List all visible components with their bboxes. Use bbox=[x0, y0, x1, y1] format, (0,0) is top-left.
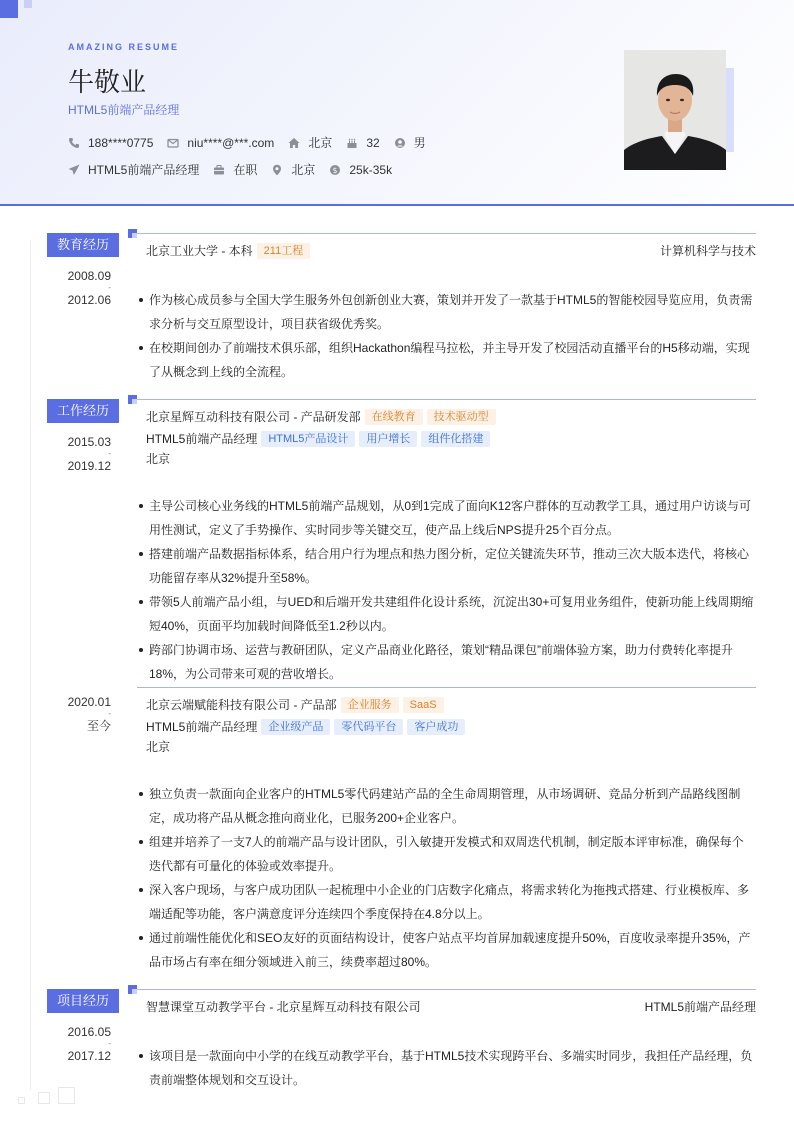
intent-city-text: 北京 bbox=[291, 163, 316, 177]
entry-marker bbox=[128, 229, 137, 238]
company-tag: 企业服务 bbox=[341, 697, 399, 713]
phone-text: 188****0775 bbox=[88, 135, 154, 150]
job1-position-line bbox=[146, 430, 490, 447]
city-item bbox=[288, 134, 332, 151]
mail-icon bbox=[167, 137, 179, 149]
skill-tag: 企业级产品 bbox=[261, 719, 330, 735]
job1-date-end: 2019.12 bbox=[67, 459, 111, 473]
job1-date-separator: - bbox=[108, 449, 111, 458]
list-item: 主导公司核心业务线的HTML5前端产品规划，从0到1完成了面向K12客户群体的互动教学工具，通过用户访谈与可用性测试，定义了手势操作、实时同步等关键交互，使产品上线后NPS提升25个百分点。 bbox=[138, 494, 754, 542]
job1-location: 北京 bbox=[146, 452, 171, 466]
divider bbox=[137, 687, 756, 688]
cake-icon bbox=[346, 137, 358, 149]
skill-tag: HTML5产品设计 bbox=[261, 431, 355, 447]
education-date-end: 2012.06 bbox=[67, 293, 111, 307]
project-header bbox=[146, 998, 756, 1015]
list-item: 独立负责一款面向企业客户的HTML5零代码建站产品的全生命周期管理，从市场调研、竞品分析到产品路线图制定，成功将产品从概念推向商业化，已服务200+企业客户。 bbox=[138, 782, 754, 830]
timeline-line bbox=[30, 240, 31, 1090]
education-section-label: 教育经历 bbox=[47, 233, 119, 257]
list-item: 该项目是一款面向中小学的在线互动教学平台，基于HTML5技术实现跨平台、多端实时同步，我担任产品经理，负责前端整体规划和交互设计。 bbox=[138, 1044, 754, 1092]
divider bbox=[137, 989, 756, 990]
skill-tag: 零代码平台 bbox=[334, 719, 403, 735]
major: 计算机科学与技术 bbox=[659, 244, 756, 258]
job1-bullets bbox=[138, 494, 754, 686]
company-tag: 在线教育 bbox=[365, 409, 423, 425]
briefcase-icon bbox=[213, 164, 225, 176]
age-item bbox=[346, 136, 379, 150]
list-item: 在校期间创办了前端技术俱乐部，组织Hackathon编程马拉松，并主导开发了校园活动直播平台的H5移动端，实现了从概念到上线的全流程。 bbox=[138, 336, 754, 384]
intent-position-text: HTML5前端产品经理 bbox=[88, 163, 200, 177]
project-bullets bbox=[138, 1044, 754, 1092]
list-item: 作为核心成员参与全国大学生服务外包创新创业大赛，策划并开发了一款基于HTML5的智能校园导览应用，负责需求分析与交互原型设计，项目获省级优秀奖。 bbox=[138, 288, 754, 336]
gender-text: 男 bbox=[413, 136, 426, 150]
job2-position-line bbox=[146, 718, 465, 735]
project-date-end: 2017.12 bbox=[67, 1049, 111, 1063]
list-item: 带领5人前端产品小组，与UED和后端开发共建组件化设计系统，沉淀出30+可复用业务组件，使新功能上线周期缩短40%，页面平均加载时间降低至1.2秒以内。 bbox=[138, 590, 754, 638]
salary-item bbox=[329, 163, 392, 177]
intent-position-item bbox=[68, 161, 199, 178]
city-text: 北京 bbox=[308, 136, 333, 150]
decorative-square bbox=[58, 1087, 75, 1104]
skill-tag: 客户成功 bbox=[407, 719, 465, 735]
phone-icon bbox=[68, 137, 80, 149]
education-date-start: 2008.09 bbox=[67, 269, 111, 283]
project-role: HTML5前端产品经理 bbox=[644, 1000, 756, 1014]
job1-company-line bbox=[146, 408, 756, 425]
profile-photo bbox=[624, 50, 726, 170]
gender-item bbox=[394, 134, 426, 151]
divider bbox=[137, 233, 756, 234]
company-name: 北京星辉互动科技有限公司 - 产品研发部 bbox=[146, 410, 361, 424]
list-item: 跨部门协调市场、运营与教研团队，定义产品商业化路径，策划“精品课包”前端体验方案，助力付费转化率提升18%，为公司带来可观的营收增长。 bbox=[138, 638, 754, 686]
phone-item bbox=[68, 136, 153, 150]
entry-marker bbox=[128, 395, 137, 404]
education-bullets bbox=[138, 288, 754, 384]
job2-location: 北京 bbox=[146, 740, 171, 754]
position-name: HTML5前端产品经理 bbox=[146, 720, 258, 734]
decorative-square bbox=[0, 0, 18, 18]
candidate-title: HTML5前端产品经理 bbox=[68, 103, 180, 117]
project-section-label: 项目经历 bbox=[47, 989, 119, 1013]
decorative-square bbox=[38, 1092, 50, 1104]
email-item bbox=[167, 136, 274, 150]
job-intent-row bbox=[68, 161, 406, 178]
contact-info-row bbox=[68, 134, 440, 151]
job2-date-separator: - bbox=[108, 709, 111, 718]
project-name: 智慧课堂互动教学平台 - 北京星辉互动科技有限公司 bbox=[146, 1000, 421, 1014]
position-name: HTML5前端产品经理 bbox=[146, 432, 258, 446]
list-item: 搭建前端产品数据指标体系，结合用户行为埋点和热力图分析，定位关键流失环节，推动三次大版本迭代，将核心功能留存率从32%提升至58%。 bbox=[138, 542, 754, 590]
job2-date-start: 2020.01 bbox=[67, 695, 111, 709]
project-date-separator: - bbox=[108, 1039, 111, 1048]
resume-tagline: AMAZING RESUME bbox=[68, 42, 179, 52]
avatar bbox=[624, 50, 726, 170]
job2-date-end: 至今 bbox=[86, 719, 111, 733]
resume-header bbox=[0, 0, 794, 206]
decorative-square bbox=[24, 0, 32, 8]
job2-company-line bbox=[146, 696, 756, 713]
email-text: niu****@***.com bbox=[187, 135, 275, 150]
status-text: 在职 bbox=[233, 163, 258, 177]
money-icon bbox=[329, 164, 341, 176]
company-name: 北京云端赋能科技有限公司 - 产品部 bbox=[146, 698, 337, 712]
skill-tag: 用户增长 bbox=[359, 431, 417, 447]
project-date-start: 2016.05 bbox=[67, 1025, 111, 1039]
skill-tag: 组件化搭建 bbox=[421, 431, 490, 447]
list-item: 深入客户现场，与客户成功团队一起梳理中小企业的门店数字化痛点，将需求转化为拖拽式搭建、行业模板库、多端适配等功能，客户满意度评分连续四个季度保持在4.8分以上。 bbox=[138, 878, 754, 926]
gender-icon bbox=[394, 137, 406, 149]
company-tag: SaaS bbox=[403, 697, 444, 713]
school-tag: 211工程 bbox=[257, 243, 311, 259]
salary-text: 25k-35k bbox=[349, 162, 393, 177]
list-item: 组建并培养了一支7人的前端产品与设计团队，引入敏捷开发模式和双周迭代机制，制定版本评审标准，确保每个迭代都有可量化的体验或效率提升。 bbox=[138, 830, 754, 878]
home-icon bbox=[288, 137, 300, 149]
education-entry-header bbox=[146, 242, 756, 259]
candidate-name: 牛敬业 bbox=[68, 67, 147, 97]
svg-text:$: $ bbox=[332, 165, 338, 175]
work-section-label: 工作经历 bbox=[47, 399, 119, 423]
entry-marker bbox=[128, 985, 137, 994]
send-icon bbox=[68, 164, 80, 176]
status-item bbox=[213, 161, 257, 178]
company-tag: 技术驱动型 bbox=[427, 409, 496, 425]
intent-city-item bbox=[271, 161, 315, 178]
job1-date-start: 2015.03 bbox=[67, 435, 111, 449]
age-text: 32 bbox=[366, 135, 380, 150]
decorative-square bbox=[18, 1097, 25, 1104]
job2-bullets bbox=[138, 782, 754, 974]
school-name: 北京工业大学 - 本科 bbox=[146, 244, 253, 258]
list-item: 通过前端性能优化和SEO友好的页面结构设计，使客户站点平均首屏加载速度提升50%，百度收录率提升35%，产品市场占有率在细分领域进入前三，续费率超过80%。 bbox=[138, 926, 754, 974]
divider bbox=[137, 399, 756, 400]
location-pin-icon bbox=[271, 164, 283, 176]
education-date-separator: - bbox=[108, 283, 111, 292]
